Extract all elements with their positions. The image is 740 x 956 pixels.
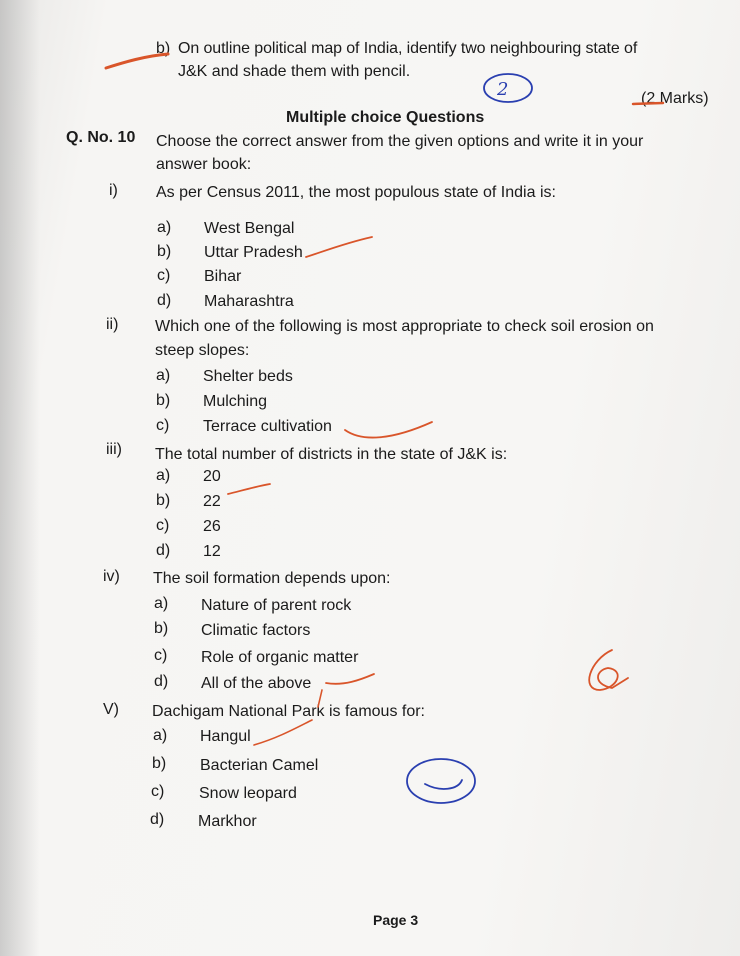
option-text: Mulching bbox=[203, 393, 268, 410]
question-i-text: As per Census 2011, the most populous state of India is: bbox=[156, 184, 556, 201]
q10-instruction-line1: Choose the correct answer from the given options and write it in your bbox=[156, 133, 644, 150]
option-text: Hangul bbox=[200, 728, 251, 745]
option-letter: b) bbox=[152, 755, 167, 772]
question-b-line1: On outline political map of India, identify two neighbouring state of bbox=[178, 40, 638, 57]
option-text: Markhor bbox=[198, 813, 257, 830]
red-pen-stroke bbox=[228, 484, 270, 494]
option-text: 22 bbox=[203, 493, 221, 510]
option-letter: b) bbox=[157, 243, 172, 260]
question-b-prefix: b) bbox=[156, 40, 171, 57]
question-i-number: i) bbox=[109, 182, 118, 199]
option-letter: a) bbox=[156, 367, 171, 384]
q10-instruction-line2: answer book: bbox=[156, 156, 252, 173]
option-letter: b) bbox=[156, 492, 171, 509]
question-b-line2: J&K and shade them with pencil. bbox=[178, 63, 411, 80]
red-pen-stroke bbox=[345, 422, 432, 438]
option-text: 26 bbox=[203, 518, 221, 535]
question-ii-text-line2: steep slopes: bbox=[155, 342, 250, 359]
option-text: Uttar Pradesh bbox=[204, 244, 303, 261]
option-letter: d) bbox=[156, 542, 171, 559]
question-iv-number: iv) bbox=[103, 568, 120, 585]
question-ii-number: ii) bbox=[106, 316, 119, 333]
question-iii-number: iii) bbox=[106, 441, 122, 458]
red-pen-stroke bbox=[326, 674, 374, 684]
option-letter: c) bbox=[157, 267, 171, 284]
option-letter: a) bbox=[157, 219, 172, 236]
option-letter: c) bbox=[154, 647, 168, 664]
option-text: 12 bbox=[203, 543, 221, 560]
section-title: Multiple choice Questions bbox=[286, 109, 485, 126]
question-number-label: Q. No. 10 bbox=[66, 129, 136, 146]
option-letter: a) bbox=[153, 727, 168, 744]
blue-pen-stroke bbox=[425, 780, 462, 789]
option-text: Snow leopard bbox=[199, 785, 297, 802]
option-letter: c) bbox=[156, 517, 170, 534]
option-letter: b) bbox=[156, 392, 171, 409]
option-text: Bihar bbox=[204, 268, 242, 285]
blue-pen-mark-top: 2 bbox=[497, 79, 509, 100]
option-letter: a) bbox=[156, 467, 171, 484]
question-v-text: Dachigam National Park is famous for: bbox=[152, 703, 425, 720]
question-iv-text: The soil formation depends upon: bbox=[153, 570, 391, 587]
page-edge-shadow bbox=[0, 0, 40, 956]
option-text: Terrace cultivation bbox=[203, 418, 332, 435]
option-text: 20 bbox=[203, 468, 221, 485]
question-ii-text: Which one of the following is most appropriate to check soil erosion on bbox=[155, 318, 654, 335]
option-letter: c) bbox=[156, 417, 170, 434]
blue-pen-circle bbox=[407, 759, 475, 803]
marks-note: (2 Marks) bbox=[641, 90, 709, 107]
option-text: West Bengal bbox=[204, 220, 295, 237]
option-letter: d) bbox=[157, 292, 172, 309]
option-text: Climatic factors bbox=[201, 622, 311, 639]
red-pen-stroke bbox=[306, 237, 372, 257]
option-letter: a) bbox=[154, 595, 169, 612]
option-letter: d) bbox=[150, 811, 165, 828]
option-text: Maharashtra bbox=[204, 293, 294, 310]
option-letter: c) bbox=[151, 783, 165, 800]
option-text: Bacterian Camel bbox=[200, 757, 319, 774]
page-number: Page 3 bbox=[373, 912, 419, 928]
question-v-number: V) bbox=[103, 701, 119, 718]
blue-pen-circle bbox=[484, 74, 532, 102]
option-text: Nature of parent rock bbox=[201, 597, 352, 614]
red-pen-mark bbox=[589, 650, 628, 690]
option-text: All of the above bbox=[201, 675, 312, 692]
option-text: Shelter beds bbox=[203, 368, 293, 385]
question-iii-text: The total number of districts in the state of J&K is: bbox=[155, 446, 508, 463]
option-letter: b) bbox=[154, 620, 169, 637]
option-text: Role of organic matter bbox=[201, 649, 359, 666]
option-letter: d) bbox=[154, 673, 169, 690]
